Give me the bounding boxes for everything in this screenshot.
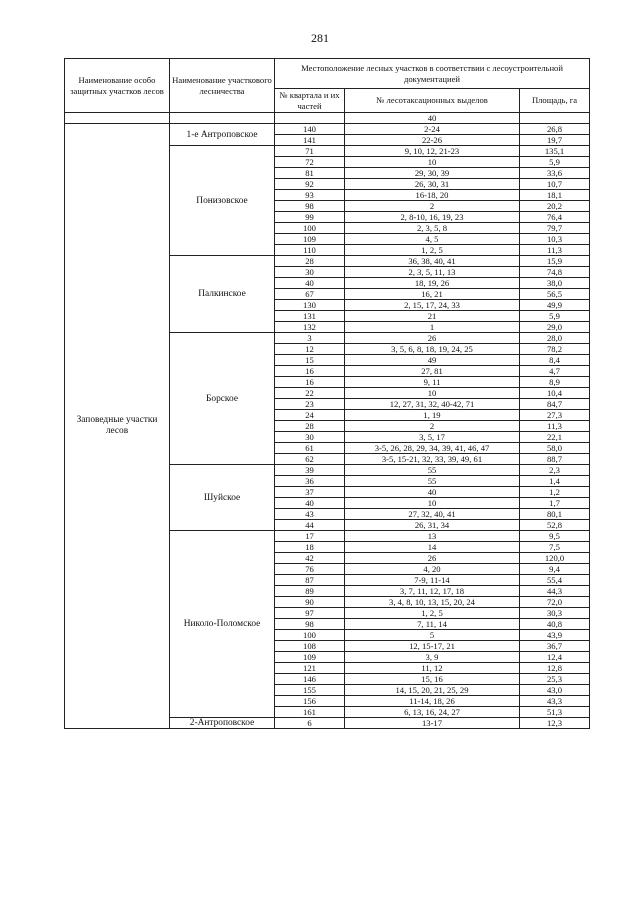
quarter-cell: 3 [275, 333, 345, 344]
quarter-cell: 39 [275, 465, 345, 476]
area-cell: 9,4 [520, 564, 590, 575]
quarter-cell: 24 [275, 410, 345, 421]
plots-cell: 55 [345, 465, 520, 476]
area-cell: 51,3 [520, 707, 590, 718]
area-cell: 29,0 [520, 322, 590, 333]
quarter-cell: 37 [275, 487, 345, 498]
plots-cell: 1, 2, 5 [345, 608, 520, 619]
header-plots: № лесотаксационных выделов [345, 89, 520, 113]
plots-cell: 16-18, 20 [345, 190, 520, 201]
area-cell: 80,1 [520, 509, 590, 520]
area-cell: 44,3 [520, 586, 590, 597]
plots-cell: 15, 16 [345, 674, 520, 685]
plots-cell: 12, 15-17, 21 [345, 641, 520, 652]
area-cell: 2,3 [520, 465, 590, 476]
quarter-cell: 99 [275, 212, 345, 223]
plots-cell: 3, 7, 11, 12, 17, 18 [345, 586, 520, 597]
plots-cell: 5 [345, 630, 520, 641]
page-number: 281 [311, 31, 329, 45]
area-cell: 9,5 [520, 531, 590, 542]
forestry-cell: Николо-Поломское [170, 531, 275, 718]
plots-cell: 9, 11 [345, 377, 520, 388]
plots-cell: 11-14, 18, 26 [345, 696, 520, 707]
area-cell: 1,4 [520, 476, 590, 487]
quarter-cell: 71 [275, 146, 345, 157]
area-cell: 27,3 [520, 410, 590, 421]
table-header [65, 59, 590, 113]
quarter-cell: 90 [275, 597, 345, 608]
plots-cell: 4, 5 [345, 234, 520, 245]
forestry-cell: 2-Антроповское [170, 718, 275, 729]
quarter-cell: 92 [275, 179, 345, 190]
plots-cell: 21 [345, 311, 520, 322]
plots-cell: 6, 13, 16, 24, 27 [345, 707, 520, 718]
area-cell: 43,3 [520, 696, 590, 707]
plots-cell: 2, 3, 5, 8 [345, 223, 520, 234]
area-cell: 10,3 [520, 234, 590, 245]
plots-cell: 27, 81 [345, 366, 520, 377]
table-row-intro [65, 113, 590, 124]
area-cell: 5,9 [520, 311, 590, 322]
area-cell: 19,7 [520, 135, 590, 146]
plots-cell: 12, 27, 31, 32, 40-42, 71 [345, 399, 520, 410]
plots-cell: 55 [345, 476, 520, 487]
quarter-cell: 16 [275, 366, 345, 377]
area-cell: 58,0 [520, 443, 590, 454]
plots-cell: 10 [345, 388, 520, 399]
area-cell: 8,9 [520, 377, 590, 388]
quarter-cell: 89 [275, 586, 345, 597]
quarter-cell: 87 [275, 575, 345, 586]
plots-cell: 22-26 [345, 135, 520, 146]
quarter-cell: 12 [275, 344, 345, 355]
quarter-cell: 141 [275, 135, 345, 146]
quarter-cell: 15 [275, 355, 345, 366]
area-cell: 4,7 [520, 366, 590, 377]
area-cell: 7,5 [520, 542, 590, 553]
header-forestry: Наименование участкового лесничества [170, 59, 275, 113]
quarter-cell: 62 [275, 454, 345, 465]
header-area: Площадь, га [520, 89, 590, 113]
area-cell: 74,8 [520, 267, 590, 278]
plots-cell: 26, 30, 31 [345, 179, 520, 190]
plots-cell: 26 [345, 333, 520, 344]
area-cell: 120,0 [520, 553, 590, 564]
quarter-cell: 30 [275, 432, 345, 443]
quarter-cell: 30 [275, 267, 345, 278]
area-cell: 15,9 [520, 256, 590, 267]
quarter-cell: 42 [275, 553, 345, 564]
plots-cell: 36, 38, 40, 41 [345, 256, 520, 267]
plots-cell: 10 [345, 157, 520, 168]
plots-cell: 3, 9 [345, 652, 520, 663]
area-cell: 38,0 [520, 278, 590, 289]
plots-cell: 7-9, 11-14 [345, 575, 520, 586]
quarter-cell: 108 [275, 641, 345, 652]
quarter-cell: 36 [275, 476, 345, 487]
quarter-cell: 28 [275, 256, 345, 267]
plots-cell: 40 [345, 487, 520, 498]
plots-cell: 1, 2, 5 [345, 245, 520, 256]
quarter-cell: 140 [275, 124, 345, 135]
header-location-group: Местоположение лесных участков в соответствии с лесоустроительной документацией [275, 59, 590, 89]
plots-cell: 2, 8-10, 16, 19, 23 [345, 212, 520, 223]
area-cell: 56,5 [520, 289, 590, 300]
forestry-cell: Борское [170, 333, 275, 465]
area-cell: 28,0 [520, 333, 590, 344]
forestry-cell: Понизовское [170, 146, 275, 256]
area-cell: 55,4 [520, 575, 590, 586]
quarter-cell: 130 [275, 300, 345, 311]
plots-cell: 16, 21 [345, 289, 520, 300]
area-cell: 43,9 [520, 630, 590, 641]
quarter-cell: 81 [275, 168, 345, 179]
area-cell: 43,0 [520, 685, 590, 696]
plots-cell: 2, 15, 17, 24, 33 [345, 300, 520, 311]
forest-plots-table [64, 58, 590, 729]
area-cell: 88,7 [520, 454, 590, 465]
forestry-cell: Шуйское [170, 465, 275, 531]
quarter-cell: 109 [275, 652, 345, 663]
plots-cell: 1 [345, 322, 520, 333]
area-cell: 135,1 [520, 146, 590, 157]
area-cell: 1,7 [520, 498, 590, 509]
table-row [65, 124, 590, 135]
quarter-cell: 44 [275, 520, 345, 531]
quarter-cell: 72 [275, 157, 345, 168]
quarter-cell: 98 [275, 619, 345, 630]
quarter-cell: 155 [275, 685, 345, 696]
plots-cell: 7, 11, 14 [345, 619, 520, 630]
quarter-cell: 67 [275, 289, 345, 300]
area-cell: 33,6 [520, 168, 590, 179]
plots-cell: 29, 30, 39 [345, 168, 520, 179]
area-cell: 5,9 [520, 157, 590, 168]
quarter-cell: 17 [275, 531, 345, 542]
quarter-cell: 61 [275, 443, 345, 454]
quarter-cell: 76 [275, 564, 345, 575]
header-category: Наименование особо защитных участков лесов [65, 59, 170, 113]
table-body [65, 113, 590, 729]
plots-cell: 18, 19, 26 [345, 278, 520, 289]
area-cell: 10,4 [520, 388, 590, 399]
quarter-cell: 109 [275, 234, 345, 245]
area-cell: 12,4 [520, 652, 590, 663]
quarter-cell: 40 [275, 278, 345, 289]
area-cell: 40,8 [520, 619, 590, 630]
area-cell: 11,3 [520, 245, 590, 256]
plots-cell: 3-5, 26, 28, 29, 34, 39, 41, 46, 47 [345, 443, 520, 454]
quarter-cell: 16 [275, 377, 345, 388]
area-cell: 8,4 [520, 355, 590, 366]
quarter-cell: 110 [275, 245, 345, 256]
area-cell: 78,2 [520, 344, 590, 355]
area-cell: 25,3 [520, 674, 590, 685]
quarter-cell: 146 [275, 674, 345, 685]
plots-cell: 4, 20 [345, 564, 520, 575]
plots-cell: 14 [345, 542, 520, 553]
area-cell: 18,1 [520, 190, 590, 201]
quarter-cell: 121 [275, 663, 345, 674]
area-cell: 12,8 [520, 663, 590, 674]
plots-cell: 9, 10, 12, 21-23 [345, 146, 520, 157]
quarter-cell: 156 [275, 696, 345, 707]
quarter-cell: 43 [275, 509, 345, 520]
forestry-cell: Палкинское [170, 256, 275, 333]
quarter-cell: 132 [275, 322, 345, 333]
area-cell: 20,2 [520, 201, 590, 212]
plots-cell: 11, 12 [345, 663, 520, 674]
area-cell: 26,8 [520, 124, 590, 135]
area-cell: 49,9 [520, 300, 590, 311]
quarter-cell: 100 [275, 223, 345, 234]
area-cell: 10,7 [520, 179, 590, 190]
plots-cell: 3, 5, 6, 8, 18, 19, 24, 25 [345, 344, 520, 355]
area-cell: 11,3 [520, 421, 590, 432]
quarter-cell: 97 [275, 608, 345, 619]
area-cell: 12,3 [520, 718, 590, 729]
category-cell: Заповедные участки лесов [65, 124, 170, 729]
plots-cell: 40 [345, 113, 520, 124]
plots-cell: 3-5, 15-21, 32, 33, 39, 49, 61 [345, 454, 520, 465]
plots-cell: 2, 3, 5, 11, 13 [345, 267, 520, 278]
plots-cell: 3, 5, 17 [345, 432, 520, 443]
area-cell: 79,7 [520, 223, 590, 234]
area-cell: 76,4 [520, 212, 590, 223]
quarter-cell: 23 [275, 399, 345, 410]
area-cell: 72,0 [520, 597, 590, 608]
quarter-cell: 18 [275, 542, 345, 553]
plots-cell: 26, 31, 34 [345, 520, 520, 531]
quarter-cell: 98 [275, 201, 345, 212]
header-quarter: № квартала и их частей [275, 89, 345, 113]
quarter-cell: 40 [275, 498, 345, 509]
plots-cell: 2-24 [345, 124, 520, 135]
plots-cell: 2 [345, 421, 520, 432]
quarter-cell: 22 [275, 388, 345, 399]
plots-cell: 3, 4, 8, 10, 13, 15, 20, 24 [345, 597, 520, 608]
quarter-cell: 28 [275, 421, 345, 432]
plots-cell: 49 [345, 355, 520, 366]
plots-cell: 27, 32, 40, 41 [345, 509, 520, 520]
area-cell: 22,1 [520, 432, 590, 443]
plots-cell: 14, 15, 20, 21, 25, 29 [345, 685, 520, 696]
plots-cell: 10 [345, 498, 520, 509]
plots-cell: 26 [345, 553, 520, 564]
quarter-cell: 93 [275, 190, 345, 201]
quarter-cell: 161 [275, 707, 345, 718]
quarter-cell: 131 [275, 311, 345, 322]
area-cell: 36,7 [520, 641, 590, 652]
plots-cell: 2 [345, 201, 520, 212]
plots-cell: 13 [345, 531, 520, 542]
forestry-cell: 1-е Антроповское [170, 124, 275, 146]
plots-cell: 13-17 [345, 718, 520, 729]
area-cell: 52,8 [520, 520, 590, 531]
quarter-cell: 100 [275, 630, 345, 641]
area-cell: 84,7 [520, 399, 590, 410]
area-cell: 30,3 [520, 608, 590, 619]
quarter-cell: 6 [275, 718, 345, 729]
plots-cell: 1, 19 [345, 410, 520, 421]
area-cell: 1,2 [520, 487, 590, 498]
